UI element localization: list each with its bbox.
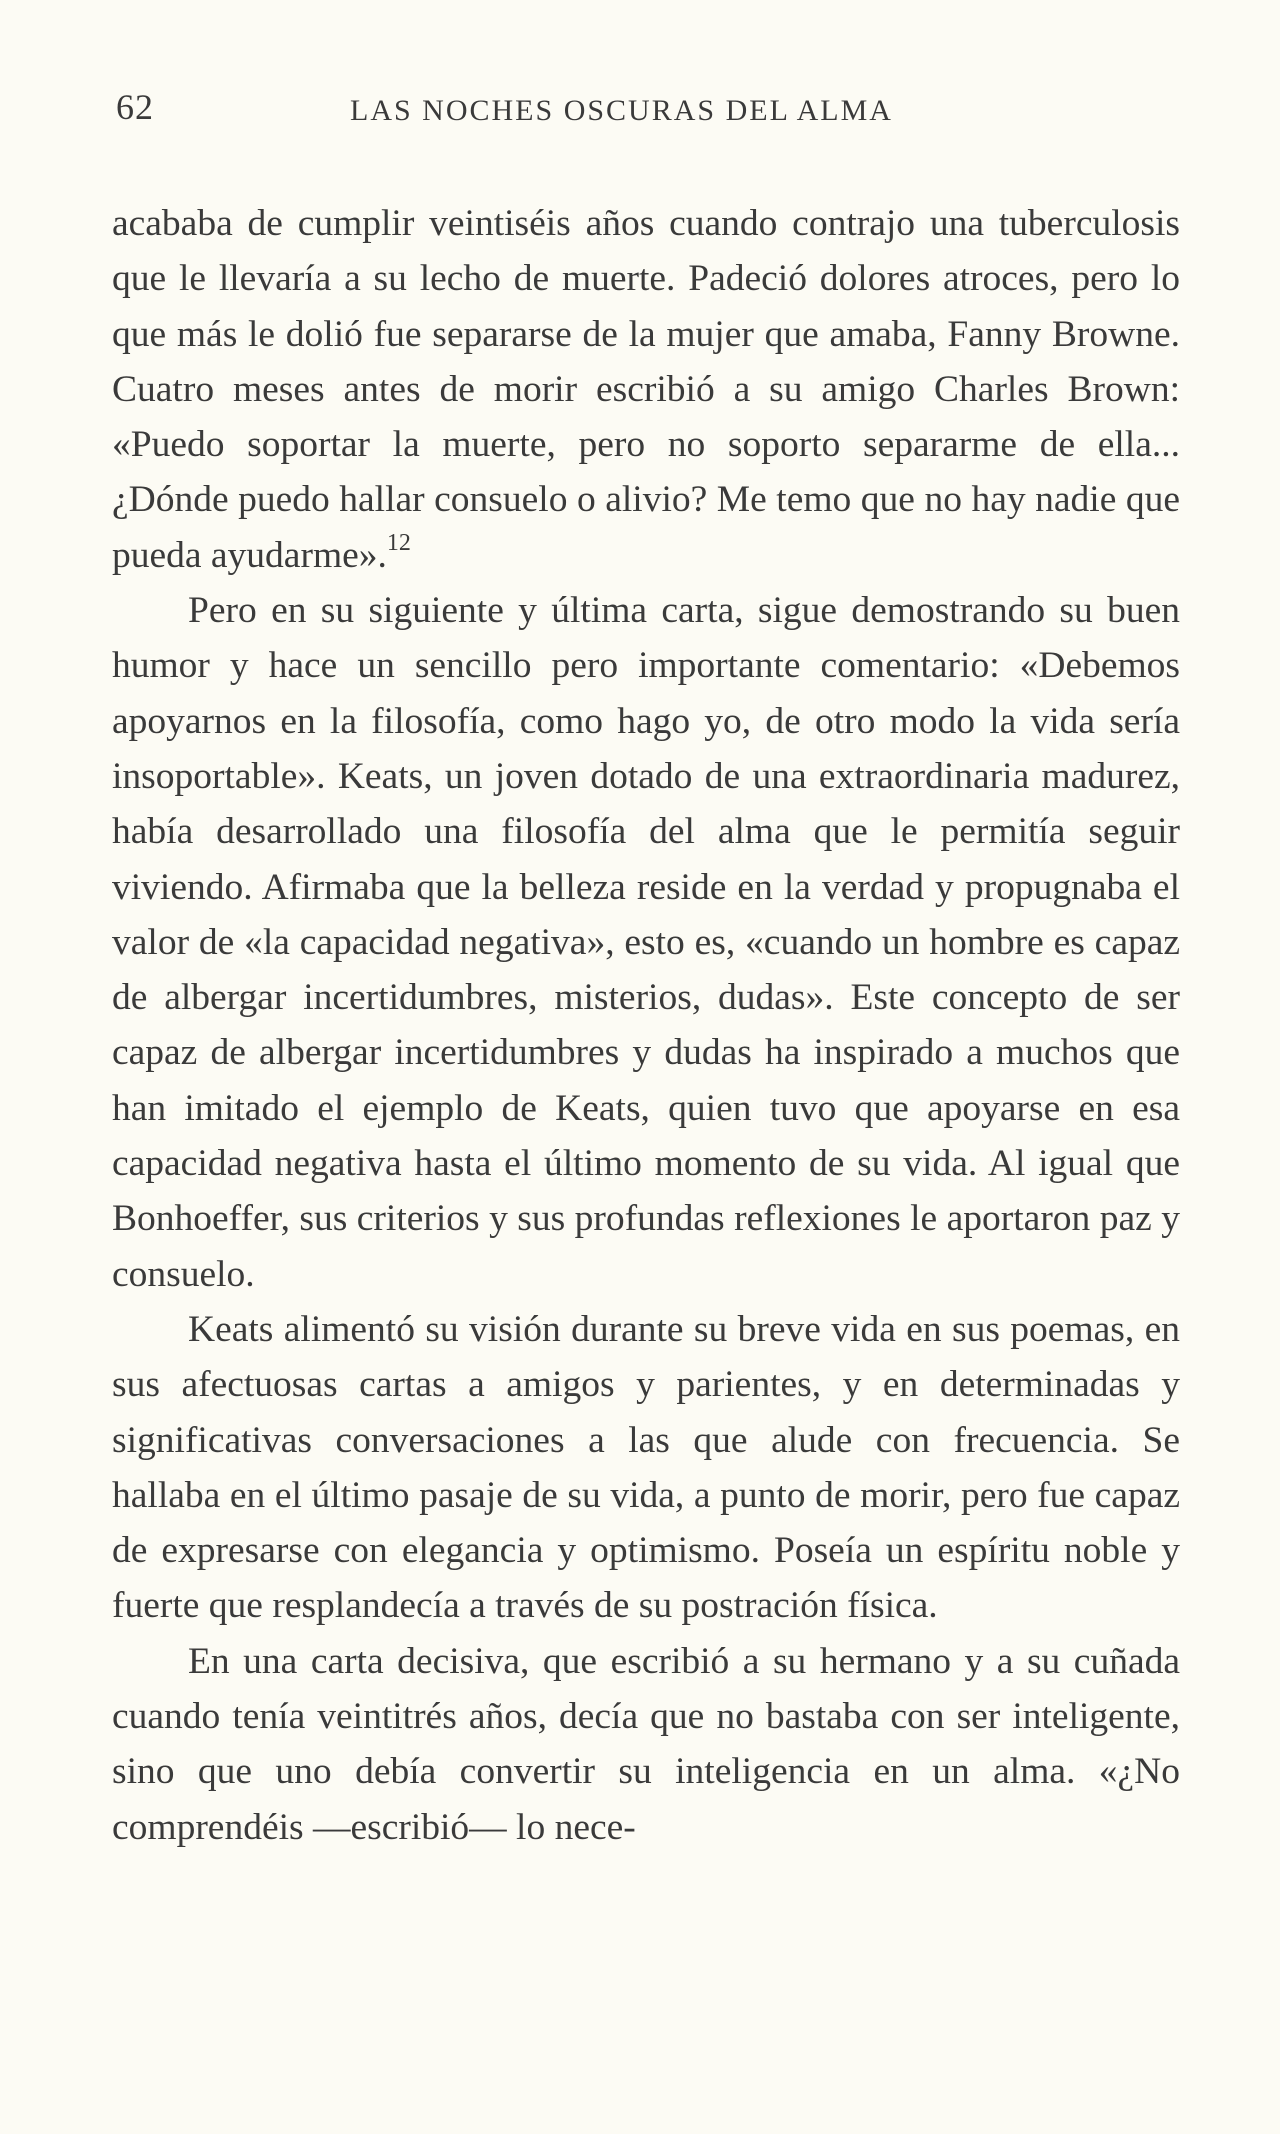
paragraph-1 (112, 196, 1180, 583)
paragraph-4: En una carta decisiva, que escribió a su hermano y a su cuñada cuando tenía veintitrés años, decía que no bastaba con ser inteligente, sino que uno debía convertir su inteligencia en un alma. «¿No comprendéis —escribió— lo nece- (112, 1640, 1180, 1848)
paragraph-3: Keats alimentó su visión durante su breve vida en sus poemas, en sus afectuosas cartas a amigos y parientes, y en determinadas y significativas conversaciones a las que alude con frecuencia. Se hallaba en el último pasaje de su vida, a punto de morir, pero fue capaz de expresarse con elegancia y optimismo. Poseía un espíritu noble y fuerte que resplandecía a través de su postración física. (112, 1308, 1180, 1627)
page-header (112, 86, 1180, 136)
body-text (112, 196, 1180, 1855)
running-title: LAS NOCHES OSCURAS DEL ALMA (350, 94, 893, 127)
footnote-reference: 12 (386, 529, 411, 556)
page-number: 62 (116, 87, 154, 127)
paragraph-1-text: acababa de cumplir veintiséis años cuando contrajo una tuberculosis que le llevaría a su lecho de muerte. Padeció dolores atroces, pero lo que más le dolió fue separarse de la mujer que amaba, Fanny Browne. Cuatro meses antes de morir escribió a su amigo Charles Brown: «Puedo soportar la muerte, pero no soporto separarme de ella... ¿Dónde puedo hallar consuelo o alivio? Me temo que no hay nadie que pueda ayudarme». (112, 203, 1180, 576)
paragraph-2: Pero en su siguiente y última carta, sigue demostrando su buen humor y hace un sencillo pero importante comentario: «Debemos apoyarnos en la filosofía, como hago yo, de otro modo la vida sería insoportable». Keats, un joven dotado de una extraordinaria madurez, había desarrollado una filosofía del alma que le permitía seguir viviendo. Afirmaba que la belleza reside en la verdad y propugnaba el valor de «la capacidad negativa», esto es, «cuando un hombre es capaz de albergar incertidumbres, misterios, dudas». Este concepto de ser capaz de albergar incertidumbres y dudas ha inspirado a muchos que han imitado el ejemplo de Keats, quien tuvo que apoyarse en esa capacidad negativa hasta el último momento de su vida. Al igual que Bonhoeffer, sus criterios y sus profundas reflexiones le aportaron paz y consuelo. (112, 590, 1180, 1295)
